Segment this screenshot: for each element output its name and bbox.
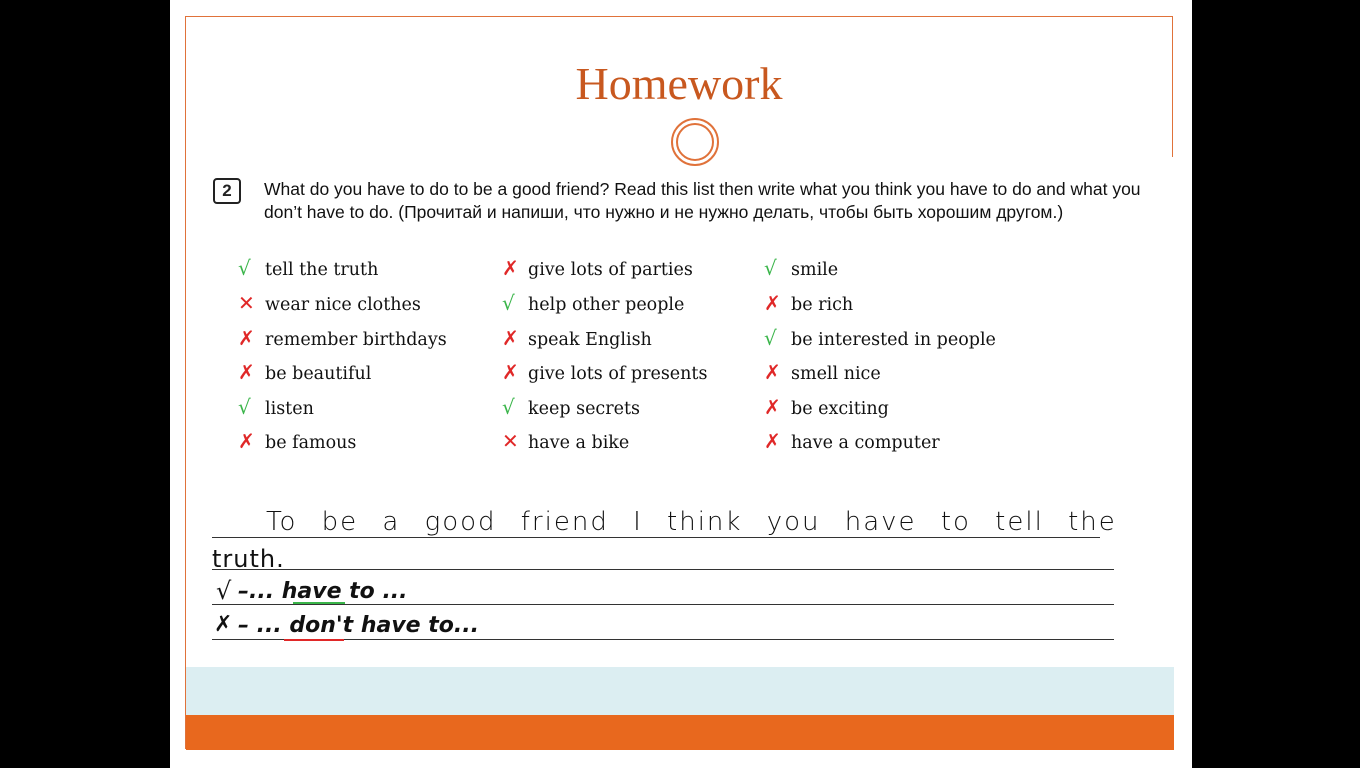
cross-mark-icon: ✗ [238, 429, 255, 453]
cross-mark-icon: ✗ [764, 291, 781, 315]
check-mark-icon: √ [502, 395, 515, 419]
check-mark-icon: √ [238, 256, 251, 280]
list-item: remember birthdays [265, 330, 447, 350]
exercise-number: 2 [213, 178, 241, 204]
footer-orange-band [186, 715, 1174, 750]
list-item: have a bike [528, 433, 630, 453]
list-item: give lots of presents [528, 364, 708, 384]
list-item: speak English [528, 330, 652, 350]
cross-mark-icon: ✗ [502, 256, 519, 280]
handwritten-check-mark: √ [216, 577, 232, 605]
check-mark-icon: √ [764, 256, 777, 280]
check-mark-icon: √ [764, 326, 777, 350]
list-item: be interested in people [791, 330, 996, 350]
list-item: be exciting [791, 399, 889, 419]
list-item: smell nice [791, 364, 881, 384]
list-item: be beautiful [265, 364, 372, 384]
cross-mark-icon: ✗ [502, 360, 519, 384]
cross-mark-icon: ✗ [764, 395, 781, 419]
cross-mark-icon: ✗ [238, 326, 255, 350]
check-mark-icon: √ [238, 395, 251, 419]
list-item: have a computer [791, 433, 940, 453]
writing-line [212, 537, 1100, 538]
list-item: tell the truth [265, 260, 379, 280]
cross-mark-icon: ✕ [238, 291, 255, 315]
green-underline [293, 602, 345, 604]
cross-mark-icon: ✗ [764, 360, 781, 384]
list-item: smile [791, 260, 839, 280]
list-item: wear nice clothes [265, 295, 421, 315]
slide [170, 0, 1192, 768]
cross-mark-icon: ✕ [502, 429, 519, 453]
list-item: give lots of parties [528, 260, 693, 280]
list-item: help other people [528, 295, 685, 315]
example-sentence-line1: To be a good friend I think you have to tell the [266, 507, 1117, 537]
writing-line [212, 604, 1114, 605]
slide-frame [185, 16, 1173, 749]
handwritten-have-to: –... have to ... [238, 579, 408, 604]
list-item: keep secrets [528, 399, 640, 419]
worksheet-image [186, 157, 1174, 667]
list-item: listen [265, 399, 314, 419]
example-sentence-line2: truth. [212, 545, 285, 573]
cross-mark-icon: ✗ [502, 326, 519, 350]
list-item: be rich [791, 295, 854, 315]
cross-mark-icon: ✗ [764, 429, 781, 453]
check-mark-icon: √ [502, 291, 515, 315]
slide-title: Homework [575, 58, 783, 109]
list-item: be famous [265, 433, 357, 453]
handwritten-dont-have-to: – ... don't have to... [238, 613, 479, 638]
decorative-ring-icon [670, 117, 720, 167]
footer-light-band [186, 667, 1174, 715]
cross-mark-icon: ✗ [238, 360, 255, 384]
writing-line [212, 639, 1114, 640]
red-underline [284, 639, 344, 641]
handwritten-cross-mark: ✗ [214, 612, 233, 637]
exercise-instruction: What do you have to do to be a good friend? Read this list then write what you think you have to do and what you don’t have to do. (Прочитай и напиши, что нужно и не нужно делать, чтобы быть хорошим другом.) [264, 179, 1141, 222]
writing-line [212, 569, 1114, 570]
